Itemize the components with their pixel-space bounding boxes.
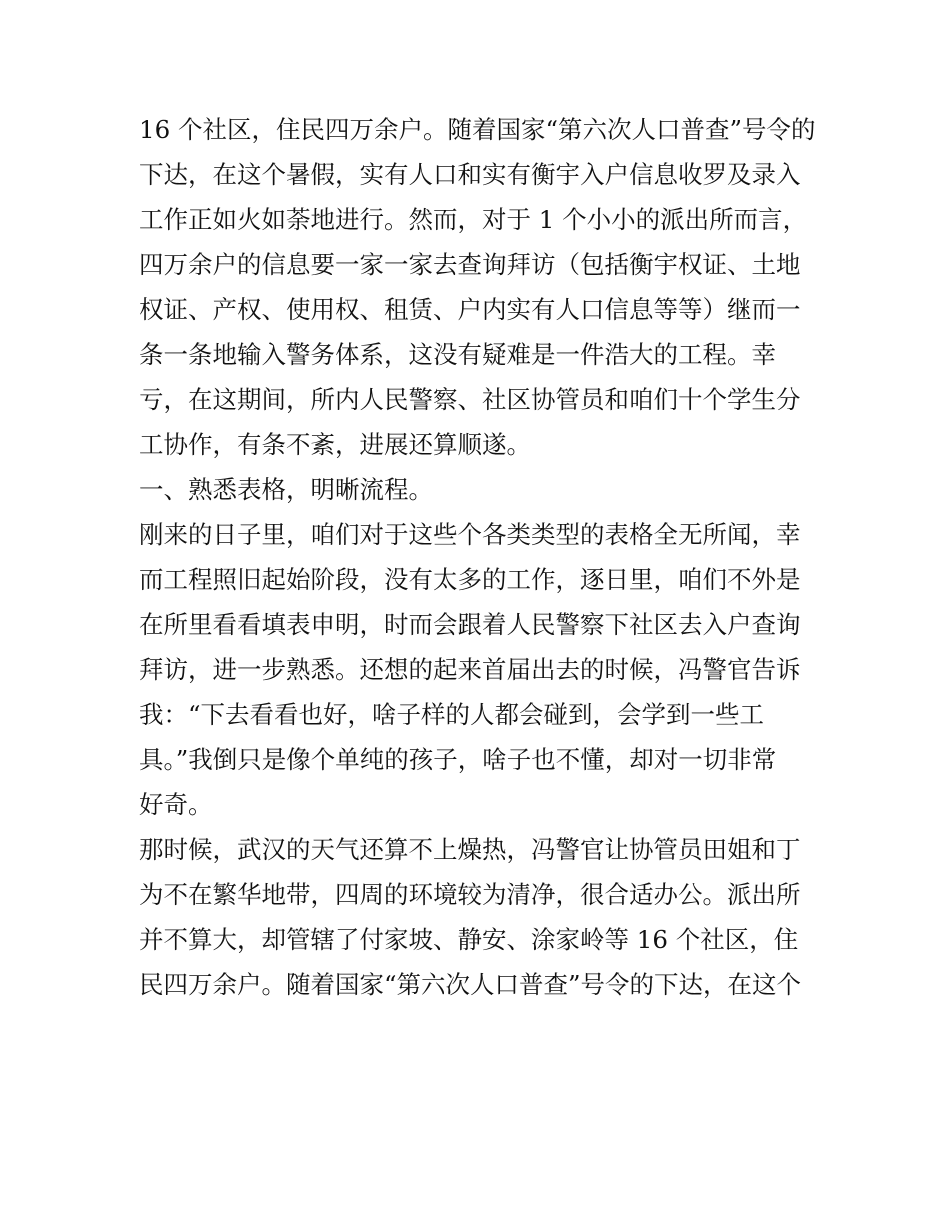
text-line: 四万余户的信息要一家一家去查询拜访（包括衡宇权证、土地: [139, 250, 801, 279]
section-heading: 一、熟悉表格，明晰流程。: [139, 475, 433, 504]
text-line: 为不在繁华地带，四周的环境较为清净，很合适办公。派出所: [139, 880, 801, 909]
text-line: 工协作，有条不紊，进展还算顺遂。: [139, 430, 531, 459]
text-line: 在所里看看填表申明，时而会跟着人民警察下社区去入户查询: [139, 610, 801, 639]
text-line: 而工程照旧起始阶段，没有太多的工作，逐日里，咱们不外是: [139, 565, 801, 594]
text-line: 好奇。: [139, 790, 213, 819]
text-line: 拜访，进一步熟悉。还想的起来首届出去的时候，冯警官告诉: [139, 655, 801, 684]
document-body-text: [139, 107, 819, 1007]
text-line: 民四万余户。随着国家“第六次人口普查”号令的下达，在这个: [139, 970, 802, 999]
text-line: 那时候，武汉的天气还算不上燥热，冯警官让协管员田姐和丁: [139, 835, 801, 864]
text-line: 16 个社区，住民四万余户。随着国家“第六次人口普查”号令的: [139, 115, 816, 144]
text-line: 我：“下去看看也好，啥子样的人都会碰到，会学到一些工: [139, 700, 765, 729]
text-line: 并不算大，却管辖了付家坡、静安、涂家岭等 16 个社区，住: [139, 925, 799, 954]
text-line: 权证、产权、使用权、租赁、户内实有人口信息等等）继而一: [139, 295, 801, 324]
text-line: 条一条地输入警务体系，这没有疑难是一件浩大的工程。幸: [139, 340, 776, 369]
text-line: 亏，在这期间，所内人民警察、社区协管员和咱们十个学生分: [139, 385, 801, 414]
text-line: 具。”我倒只是像个单纯的孩子，啥子也不懂，却对一切非常: [139, 745, 777, 774]
text-line: 下达，在这个暑假，实有人口和实有衡宇入户信息收罗及录入: [139, 160, 801, 189]
text-line: 刚来的日子里，咱们对于这些个各类类型的表格全无所闻，幸: [139, 520, 801, 549]
text-line: 工作正如火如荼地进行。然而，对于 1 个小小的派出所而言，: [139, 205, 808, 234]
